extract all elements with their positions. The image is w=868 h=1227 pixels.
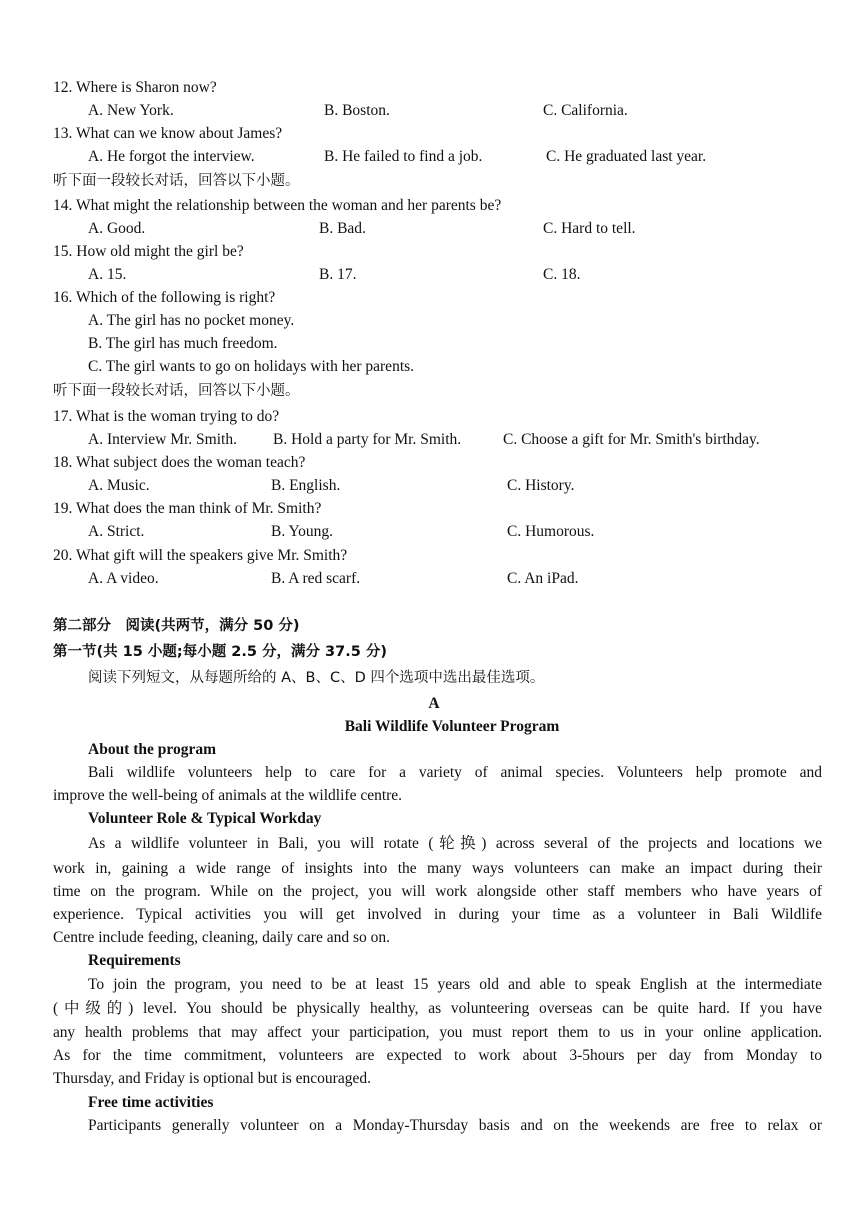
instruction-long-dialogue: 听下面一段较长对话，回答以下小题。 [53, 383, 300, 399]
q20-option-b: B. A red scarf. [271, 570, 361, 587]
section1-heading: 第一节(共 15 小题;每小题 2.5 分，满分 37.5 分) [53, 644, 387, 660]
role-text-line: work in, gaining a wide range of insights into the many ways volunteers can make an impact during their [53, 860, 822, 877]
passage-title: Bali Wildlife Volunteer Program [344, 718, 560, 735]
question-17: 17. What is the woman trying to do? [53, 408, 280, 425]
q16-option-a: A. The girl has no pocket money. [88, 312, 295, 329]
q13-option-a: A. He forgot the interview. [88, 148, 255, 165]
q20-option-c: C. An iPad. [507, 570, 579, 587]
role-text-line: experience. Typical activities you will get involved in during your time as a volunteer in Bali Wildlife [53, 906, 822, 923]
q14-option-a: A. Good. [88, 220, 146, 237]
requirements-text-line: As for the time commitment, volunteers are expected to work about 3-5hours per day from Monday to [53, 1047, 822, 1064]
q14-option-b: B. Bad. [319, 220, 366, 237]
requirements-text-line: To join the program, you need to be at least 15 years old and able to speak English at the intermediate [88, 976, 822, 993]
role-text-line: As a wildlife volunteer in Bali, you will rotate (轮换) across several of the projects and locations we [88, 835, 822, 852]
q12-option-b: B. Boston. [324, 102, 390, 119]
requirements-text-line: (中级的) level. You should be physically healthy, as volunteering overseas can be quite hard. If you have [53, 1000, 822, 1017]
q12-option-c: C. California. [543, 102, 628, 119]
q19-option-c: C. Humorous. [507, 523, 595, 540]
question-15: 15. How old might the girl be? [53, 243, 244, 260]
part2-heading: 第二部分 阅读(共两节，满分 50 分) [53, 618, 300, 634]
q16-option-b: B. The girl has much freedom. [88, 335, 278, 352]
q19-option-a: A. Strict. [88, 523, 145, 540]
q17-option-c: C. Choose a gift for Mr. Smith's birthday. [503, 431, 760, 448]
free-time-text-line: Participants generally volunteer on a Monday-Thursday basis and on the weekends are free to relax or [88, 1117, 822, 1134]
free-time-heading: Free time activities [88, 1094, 214, 1111]
question-20: 20. What gift will the speakers give Mr. Smith? [53, 547, 348, 564]
q18-option-b: B. English. [271, 477, 341, 494]
q15-option-b: B. 17. [319, 266, 357, 283]
q12-option-a: A. New York. [88, 102, 174, 119]
q18-option-a: A. Music. [88, 477, 150, 494]
question-18: 18. What subject does the woman teach? [53, 454, 306, 471]
passage-letter: A [428, 695, 440, 712]
q17-option-b: B. Hold a party for Mr. Smith. [273, 431, 462, 448]
q17-option-a: A. Interview Mr. Smith. [88, 431, 237, 448]
about-text-line: improve the well-being of animals at the wildlife centre. [53, 787, 403, 804]
q13-option-c: C. He graduated last year. [546, 148, 707, 165]
role-text-line: time on the program. While on the project, you will work alongside other staff members who have years of [53, 883, 822, 900]
requirements-text-line: any health problems that may affect your participation, you must report them to us in your online application. [53, 1024, 822, 1041]
about-text-line: Bali wildlife volunteers help to care for a variety of animal species. Volunteers help promote and [88, 764, 822, 781]
q15-option-c: C. 18. [543, 266, 581, 283]
q14-option-c: C. Hard to tell. [543, 220, 636, 237]
question-14: 14. What might the relationship between the woman and her parents be? [53, 197, 502, 214]
question-13: 13. What can we know about James? [53, 125, 283, 142]
q13-option-b: B. He failed to find a job. [324, 148, 483, 165]
q18-option-c: C. History. [507, 477, 575, 494]
about-heading: About the program [88, 741, 217, 758]
requirements-text-line: Thursday, and Friday is optional but is encouraged. [53, 1070, 371, 1087]
role-heading: Volunteer Role & Typical Workday [88, 810, 322, 827]
q19-option-b: B. Young. [271, 523, 334, 540]
q20-option-a: A. A video. [88, 570, 159, 587]
question-19: 19. What does the man think of Mr. Smith? [53, 500, 322, 517]
q16-option-c: C. The girl wants to go on holidays with her parents. [88, 358, 415, 375]
instruction-long-dialogue: 听下面一段较长对话，回答以下小题。 [53, 173, 300, 189]
role-text-line: Centre include feeding, cleaning, daily care and so on. [53, 929, 390, 946]
reading-directions: 阅读下列短文，从每题所给的 A、B、C、D 四个选项中选出最佳选项。 [88, 670, 545, 686]
question-16: 16. Which of the following is right? [53, 289, 276, 306]
q15-option-a: A. 15. [88, 266, 127, 283]
question-12: 12. Where is Sharon now? [53, 79, 217, 96]
requirements-heading: Requirements [88, 952, 181, 969]
